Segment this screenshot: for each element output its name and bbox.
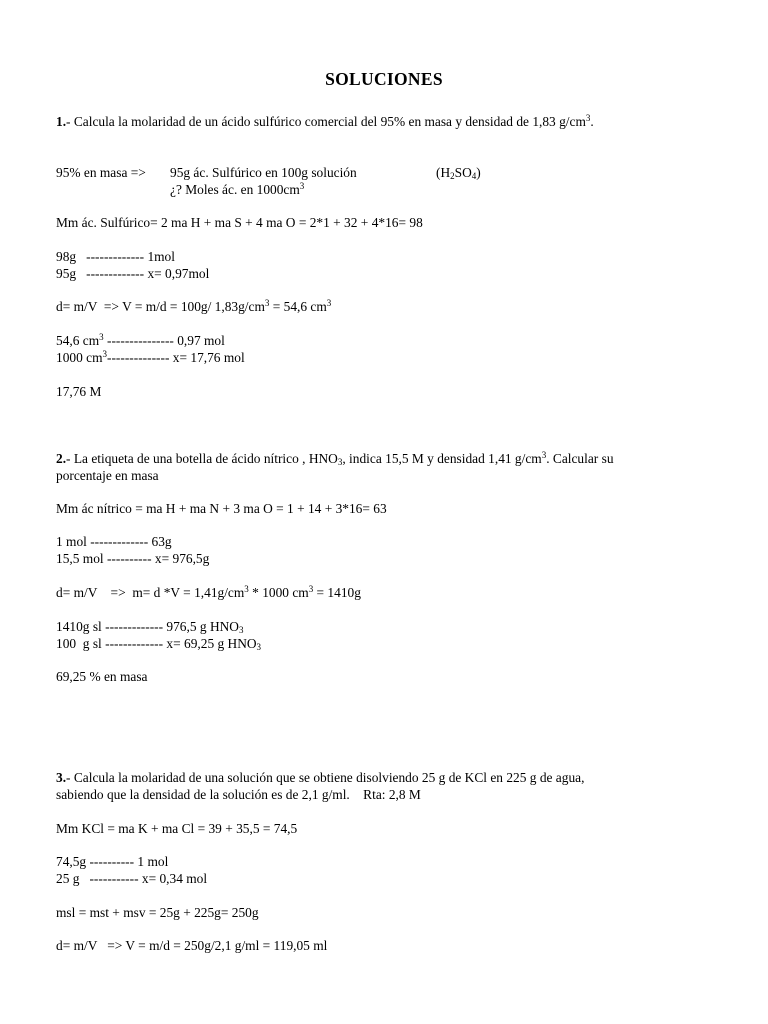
equation-part: d= m/V => m= d *V = 1,41g/cm xyxy=(56,585,245,600)
problem-1-ratio-1: 98g ------------- 1mol xyxy=(56,249,175,264)
subscript: 4 xyxy=(471,171,477,181)
problem-1-given-label: 95% en masa => xyxy=(56,165,146,180)
problem-1-text: - Calcula la molaridad de un ácido sulfúrico comercial del 95% en masa y densidad de 1,83 g/cm xyxy=(66,114,586,129)
problem-2-mass-2 xyxy=(56,635,261,652)
problem-1-number: 1. xyxy=(56,114,67,129)
formula-part: ) xyxy=(476,165,481,180)
problem-2-number: 2. xyxy=(56,451,67,466)
subscript: 3 xyxy=(256,642,262,652)
problem-2-ratio-2: 15,5 mol ---------- x= 976,5g xyxy=(56,551,210,566)
problem-2-mass-1 xyxy=(56,618,243,635)
problem-3-ratio-2: 25 g ----------- x= 0,34 mol xyxy=(56,871,208,886)
superscript: 3 xyxy=(299,181,305,191)
subscript: 2 xyxy=(450,171,455,181)
problem-2-text: , indica 15,5 M y densidad 1,41 g/cm xyxy=(342,451,542,466)
problem-3-statement xyxy=(56,769,584,786)
formula-part: SO xyxy=(454,165,472,180)
problem-2-text: - La etiqueta de una botella de ácido nítrico , HNO xyxy=(66,451,338,466)
question-text: ¿? Moles ác. en 1000cm xyxy=(170,182,300,197)
problem-3-statement-line-2: sabiendo que la densidad de la solución es de 2,1 g/ml. Rta: 2,8 M xyxy=(56,787,421,802)
superscript: 3 xyxy=(244,584,249,594)
equation-part: --------------- 0,97 mol xyxy=(103,333,225,348)
equation-part: d= m/V => V = m/d = 100g/ 1,83g/cm xyxy=(56,299,265,314)
problem-1-density xyxy=(56,298,331,315)
problem-3-number: 3. xyxy=(56,770,67,785)
superscript: 3 xyxy=(308,584,314,594)
problem-1-ratio-2: 95g ------------- x= 0,97mol xyxy=(56,266,210,281)
superscript: 3 xyxy=(541,450,547,460)
equation-part: = 1410g xyxy=(313,585,361,600)
problem-1-question xyxy=(170,181,304,198)
punctuation: . xyxy=(590,114,594,129)
problem-3-text: - Calcula la molaridad de una solución que se obtiene disolviendo 25 g de KCl en 225 g de agua, xyxy=(66,770,585,785)
problem-1-statement xyxy=(56,113,594,130)
problem-3-density: d= m/V => V = m/d = 250g/2,1 g/ml = 119,05 ml xyxy=(56,938,328,953)
superscript: 3 xyxy=(326,298,332,308)
problem-3-solution-mass: msl = mst + msv = 25g + 225g= 250g xyxy=(56,905,259,920)
problem-2-statement xyxy=(56,450,614,467)
equation-part: 54,6 cm xyxy=(56,333,100,348)
problem-2-molar-mass: Mm ác nítrico = ma H + ma N + 3 ma O = 1 + 14 + 3*16= 63 xyxy=(56,501,387,516)
problem-1-volume-1 xyxy=(56,332,225,349)
equation-part: = 54,6 cm xyxy=(269,299,327,314)
equation-part: 1000 cm xyxy=(56,350,103,365)
superscript: 3 xyxy=(585,113,591,123)
superscript: 3 xyxy=(102,349,107,359)
subscript: 3 xyxy=(337,457,343,467)
problem-1-molar-mass: Mm ác. Sulfúrico= 2 ma H + ma S + 4 ma O = 2*1 + 32 + 4*16= 98 xyxy=(56,215,423,230)
problem-1-volume-2 xyxy=(56,349,245,366)
subscript: 3 xyxy=(238,625,244,635)
equation-part: * 1000 cm xyxy=(248,585,309,600)
problem-2-statement-line-2: porcentaje en masa xyxy=(56,468,159,483)
problem-2-ratio-1: 1 mol ------------- 63g xyxy=(56,534,172,549)
problem-3-ratio-1: 74,5g ---------- 1 mol xyxy=(56,854,169,869)
equation-part: 1410g sl ------------- 976,5 g HNO xyxy=(56,619,239,634)
problem-1-given-value: 95g ác. Sulfúrico en 100g solución xyxy=(170,165,357,180)
superscript: 3 xyxy=(99,332,104,342)
problem-1-formula xyxy=(436,164,481,181)
problem-3-molar-mass: Mm KCl = ma K + ma Cl = 39 + 35,5 = 74,5 xyxy=(56,821,298,836)
problem-2-density xyxy=(56,584,361,601)
equation-part: 100 g sl ------------- x= 69,25 g HNO xyxy=(56,636,257,651)
formula-part: (H xyxy=(436,165,451,180)
superscript: 3 xyxy=(264,298,270,308)
page-title: SOLUCIONES xyxy=(325,69,443,89)
problem-1-answer: 17,76 M xyxy=(56,384,102,399)
equation-part: -------------- x= 17,76 mol xyxy=(107,350,245,365)
problem-2-text: . Calcular su xyxy=(546,451,614,466)
problem-2-answer: 69,25 % en masa xyxy=(56,669,148,684)
